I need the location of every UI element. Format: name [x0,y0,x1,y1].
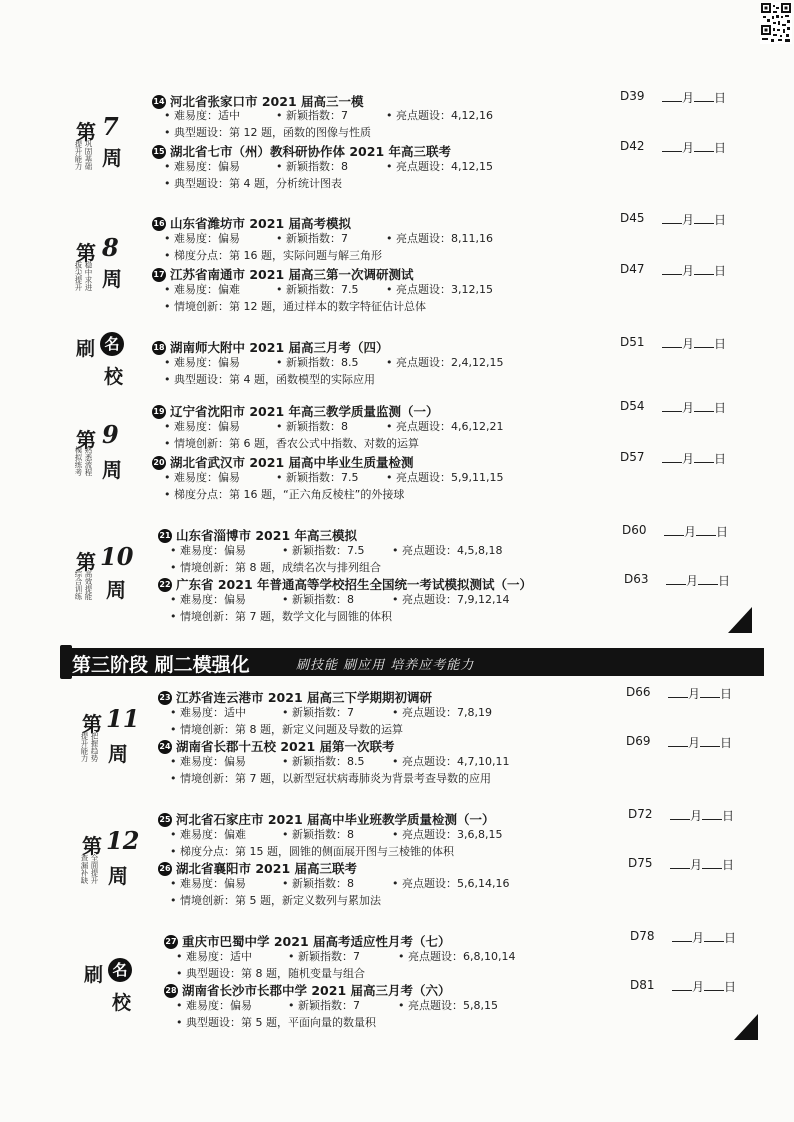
week-11-label [80,704,142,768]
week-number: 11 [106,704,140,733]
week-8-label [74,233,136,297]
item-number: 15 [152,145,166,159]
week-prefix: 第 [82,834,102,858]
item-code: D63 [624,572,649,586]
item-note: • 典型题设：第 4 题，分析统计图表 [164,177,342,190]
date-blank[interactable]: 月 日 [672,929,736,946]
item-note: • 典型题设：第 12 题，函数的图像与性质 [164,126,371,139]
week-suffix: 周 [108,864,128,888]
item-note: • 情境创新：第 12 题，通过样本的数字特征估计总体 [164,300,426,313]
week-suffix: 周 [108,742,128,766]
item-note: • 典型题设：第 8 题，随机变量与组合 [176,967,365,980]
item-number: 14 [152,95,166,109]
item-number: 16 [152,217,166,231]
item-meta: • 难易度：偏难 • 新颖指数：7.5 • 亮点题设：3,12,15 [164,283,493,296]
xiao-char: 校 [104,366,124,388]
item-number: 21 [158,529,172,543]
item-meta: • 难易度：偏易 • 新颖指数：7.5 • 亮点题设：5,9,11,15 [164,471,504,484]
item-number: 23 [158,691,172,705]
item-code: D57 [620,450,645,464]
item-note: • 情境创新：第 6 题，香农公式中指数、对数的运算 [164,437,419,450]
shua-mingxiao-label [84,958,144,1014]
item-code: D72 [628,807,653,821]
week-suffix: 周 [106,578,126,602]
corner-triangle-icon [728,607,752,633]
date-blank[interactable]: 月 日 [668,734,732,751]
item-code: D47 [620,262,645,276]
item-title: 重庆市巴蜀中学 2021 届高考适应性月考（七） [182,934,451,949]
week-prefix: 第 [76,550,96,574]
date-blank[interactable]: 月 日 [666,572,730,589]
item-code: D78 [630,929,655,943]
item-number: 17 [152,268,166,282]
item-title: 江苏省南通市 2021 届高三第一次调研测试 [170,267,414,282]
item-meta: • 难易度：偏易 • 新颖指数：8 • 亮点题设：4,6,12,21 [164,420,504,433]
item-code: D81 [630,978,655,992]
item-code: D54 [620,399,645,413]
week-10-label [74,542,136,606]
item-number: 26 [158,862,172,876]
item-note: • 情境创新：第 7 题，以新型冠状病毒肺炎为背景考查导数的应用 [170,772,491,785]
shua-char: 刷 [76,338,96,360]
week-note: 全面提升 查漏补缺 [80,854,99,884]
item-note: • 情境创新：第 8 题，成绩名次与排列组合 [170,561,381,574]
week-prefix: 第 [76,120,96,144]
corner-triangle-icon [734,1014,758,1040]
shua-char: 刷 [84,964,104,986]
date-blank[interactable]: 月 日 [668,685,732,702]
item-title: 湖北省七市（州）教科研协作体 2021 年高三联考 [170,144,451,159]
item-code: D69 [626,734,651,748]
week-prefix: 第 [76,241,96,265]
week-suffix: 周 [102,146,122,170]
week-note: 熟悉流程 模拟练考 [74,446,93,476]
item-title: 广东省 2021 年普通高等学校招生全国统一考试模拟测试（一） [176,577,532,592]
item-note: • 典型题设：第 4 题，函数模型的实际应用 [164,373,375,386]
date-blank[interactable]: 月 日 [662,139,726,156]
item-number: 18 [152,341,166,355]
week-number: 8 [102,233,119,262]
item-meta: • 难易度：偏易 • 新颖指数：8 • 亮点题设：4,12,15 [164,160,493,173]
item-number: 27 [164,935,178,949]
item-title: 湖南省长沙市长郡中学 2021 届高三月考（六） [182,983,451,998]
item-title: 山东省潍坊市 2021 届高考模拟 [170,216,351,231]
item-title: 山东省淄博市 2021 年高三模拟 [176,528,357,543]
date-blank[interactable]: 月 日 [662,262,726,279]
qr-code [760,2,792,44]
item-title: 湖北省襄阳市 2021 届高三联考 [176,861,357,876]
item-note: • 情境创新：第 8 题，新定义问题及导数的运算 [170,723,403,736]
ming-badge: 名 [108,958,132,982]
week-number: 9 [102,420,119,449]
item-title: 河北省张家口市 2021 届高三一模 [170,94,364,109]
item-code: D60 [622,523,647,537]
item-meta: • 难易度：适中 • 新颖指数：7 • 亮点题设：7,8,19 [170,706,492,719]
item-number: 25 [158,813,172,827]
item-code: D66 [626,685,651,699]
item-note: • 梯度分点：第 15 题，圆锥的侧面展开图与三棱锥的体积 [170,845,454,858]
item-code: D42 [620,139,645,153]
item-title: 湖北省武汉市 2021 届高中毕业生质量检测 [170,455,414,470]
date-blank[interactable]: 月 日 [662,211,726,228]
stage-subtitle: 刷技能 刷应用 培养应考能力 [296,658,475,673]
item-number: 28 [164,984,178,998]
item-code: D51 [620,335,645,349]
date-blank[interactable]: 月 日 [670,856,734,873]
item-number: 19 [152,405,166,419]
stage-banner [64,648,764,676]
item-meta: • 难易度：偏易 • 新颖指数：7.5 • 亮点题设：4,5,8,18 [170,544,503,557]
stage-title: 第三阶段 刷二模强化 [72,654,250,676]
item-meta: • 难易度：偏易 • 新颖指数：7 • 亮点题设：8,11,16 [164,232,493,245]
date-blank[interactable]: 月 日 [662,399,726,416]
item-meta: • 难易度：偏易 • 新颖指数：7 • 亮点题设：5,8,15 [176,999,498,1012]
item-meta: • 难易度：偏易 • 新颖指数：8 • 亮点题设：5,6,14,16 [170,877,510,890]
week-9-label [74,420,136,484]
item-note: • 情境创新：第 7 题，数学文化与圆锥的体积 [170,610,392,623]
date-blank[interactable]: 月 日 [664,523,728,540]
week-note: 稳中求进 拔尖提升 [74,261,93,291]
item-meta: • 难易度：偏难 • 新颖指数：8 • 亮点题设：3,6,8,15 [170,828,503,841]
week-suffix: 周 [102,267,122,291]
item-title: 湖南师大附中 2021 届高三月考（四） [170,340,389,355]
item-number: 22 [158,578,172,592]
date-blank[interactable]: 月 日 [662,335,726,352]
week-prefix: 第 [82,712,102,736]
date-blank[interactable]: 月 日 [672,978,736,995]
item-code: D39 [620,89,645,103]
item-note: • 典型题设：第 5 题，平面向量的数量积 [176,1016,376,1029]
week-note: 把握趋势 提升能力 [80,732,99,762]
week-12-label [80,826,142,890]
item-note: • 梯度分点：第 16 题，“正六角反棱柱”的外接球 [164,488,405,501]
week-number: 10 [100,542,134,571]
item-meta: • 难易度：偏易 • 新颖指数：8 • 亮点题设：7,9,12,14 [170,593,510,606]
week-7-label [74,112,136,176]
item-number: 20 [152,456,166,470]
item-title: 江苏省连云港市 2021 届高三下学期期初调研 [176,690,432,705]
xiao-char: 校 [112,992,132,1014]
item-meta: • 难易度：适中 • 新颖指数：7 • 亮点题设：4,12,16 [164,109,493,122]
date-blank[interactable]: 月 日 [662,89,726,106]
week-number: 7 [102,112,119,141]
week-prefix: 第 [76,428,96,452]
ming-badge: 名 [100,332,124,356]
item-meta: • 难易度：偏易 • 新颖指数：8.5 • 亮点题设：2,4,12,15 [164,356,504,369]
item-meta: • 难易度：偏易 • 新颖指数：8.5 • 亮点题设：4,7,10,11 [170,755,510,768]
shua-mingxiao-label [76,332,136,388]
item-meta: • 难易度：适中 • 新颖指数：7 • 亮点题设：6,8,10,14 [176,950,516,963]
date-blank[interactable]: 月 日 [670,807,734,824]
item-note: • 情境创新：第 5 题，新定义数列与累加法 [170,894,381,907]
item-note: • 梯度分点：第 16 题，实际问题与解三角形 [164,249,382,262]
item-code: D45 [620,211,645,225]
item-title: 河北省石家庄市 2021 届高中毕业班教学质量检测（一） [176,812,495,827]
week-note: 巩固基础 提升能力 [74,140,93,170]
item-title: 湖南省长郡十五校 2021 届第一次联考 [176,739,395,754]
date-blank[interactable]: 月 日 [662,450,726,467]
week-note: 高效提能 综合训练 [74,570,93,600]
item-code: D75 [628,856,653,870]
item-title: 辽宁省沈阳市 2021 年高三教学质量监测（一） [170,404,439,419]
week-suffix: 周 [102,458,122,482]
week-number: 12 [106,826,140,855]
item-number: 24 [158,740,172,754]
